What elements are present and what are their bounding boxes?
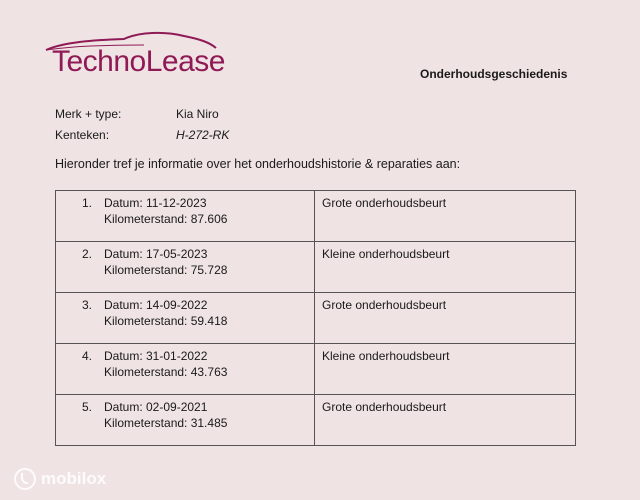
table-row: [56, 344, 576, 395]
service-type: Grote onderhoudsbeurt: [322, 400, 447, 414]
record-number: 4.: [82, 349, 93, 363]
technolease-logo: [40, 28, 225, 80]
service-type-cell: [315, 242, 576, 293]
vehicle-info: [55, 103, 229, 145]
document-title: Onderhoudsgeschiedenis: [420, 67, 568, 81]
record-cell: [56, 242, 315, 293]
record-date: Datum: 11-12-2023: [104, 196, 207, 210]
service-type-cell: [315, 191, 576, 242]
record-mileage: Kilometerstand: 31.485: [104, 416, 228, 430]
record-number: 1.: [82, 196, 93, 210]
mobilox-watermark: [14, 468, 106, 490]
brand-label: Merk + type:: [55, 106, 122, 121]
service-type-cell: [315, 293, 576, 344]
record-number: 3.: [82, 298, 93, 312]
brand-value: Kia Niro: [176, 106, 219, 121]
record-cell: [56, 395, 315, 446]
table-row: [56, 293, 576, 344]
plate-value: H-272-RK: [176, 127, 230, 142]
record-mileage: Kilometerstand: 87.606: [104, 212, 228, 226]
table-row: [56, 191, 576, 242]
service-type: Grote onderhoudsbeurt: [322, 298, 447, 312]
record-date: Datum: 17-05-2023: [104, 247, 208, 261]
service-type-cell: [315, 344, 576, 395]
record-cell: [56, 293, 315, 344]
service-type: Grote onderhoudsbeurt: [322, 196, 447, 210]
record-date: Datum: 31-01-2022: [104, 349, 208, 363]
logo-text: TechnoLease: [52, 45, 225, 78]
record-date: Datum: 02-09-2021: [104, 400, 208, 414]
plate-row: [55, 124, 229, 145]
table-row: [56, 242, 576, 293]
record-number: 2.: [82, 247, 93, 261]
mobilox-logo-icon: [14, 468, 36, 490]
record-mileage: Kilometerstand: 75.728: [104, 263, 228, 277]
record-cell: [56, 191, 315, 242]
record-cell: [56, 344, 315, 395]
record-mileage: Kilometerstand: 43.763: [104, 365, 228, 379]
service-type: Kleine onderhoudsbeurt: [322, 349, 450, 363]
record-mileage: Kilometerstand: 59.418: [104, 314, 228, 328]
intro-text: Hieronder tref je informatie over het onderhoudshistorie & reparaties aan:: [55, 157, 461, 171]
brand-row: [55, 103, 229, 124]
service-type: Kleine onderhoudsbeurt: [322, 247, 450, 261]
plate-label: Kenteken:: [55, 127, 110, 142]
watermark-text: mobilox: [41, 469, 107, 488]
service-type-cell: [315, 395, 576, 446]
record-date: Datum: 14-09-2022: [104, 298, 208, 312]
table-row: [56, 395, 576, 446]
record-number: 5.: [82, 400, 93, 414]
maintenance-table: [55, 190, 576, 446]
